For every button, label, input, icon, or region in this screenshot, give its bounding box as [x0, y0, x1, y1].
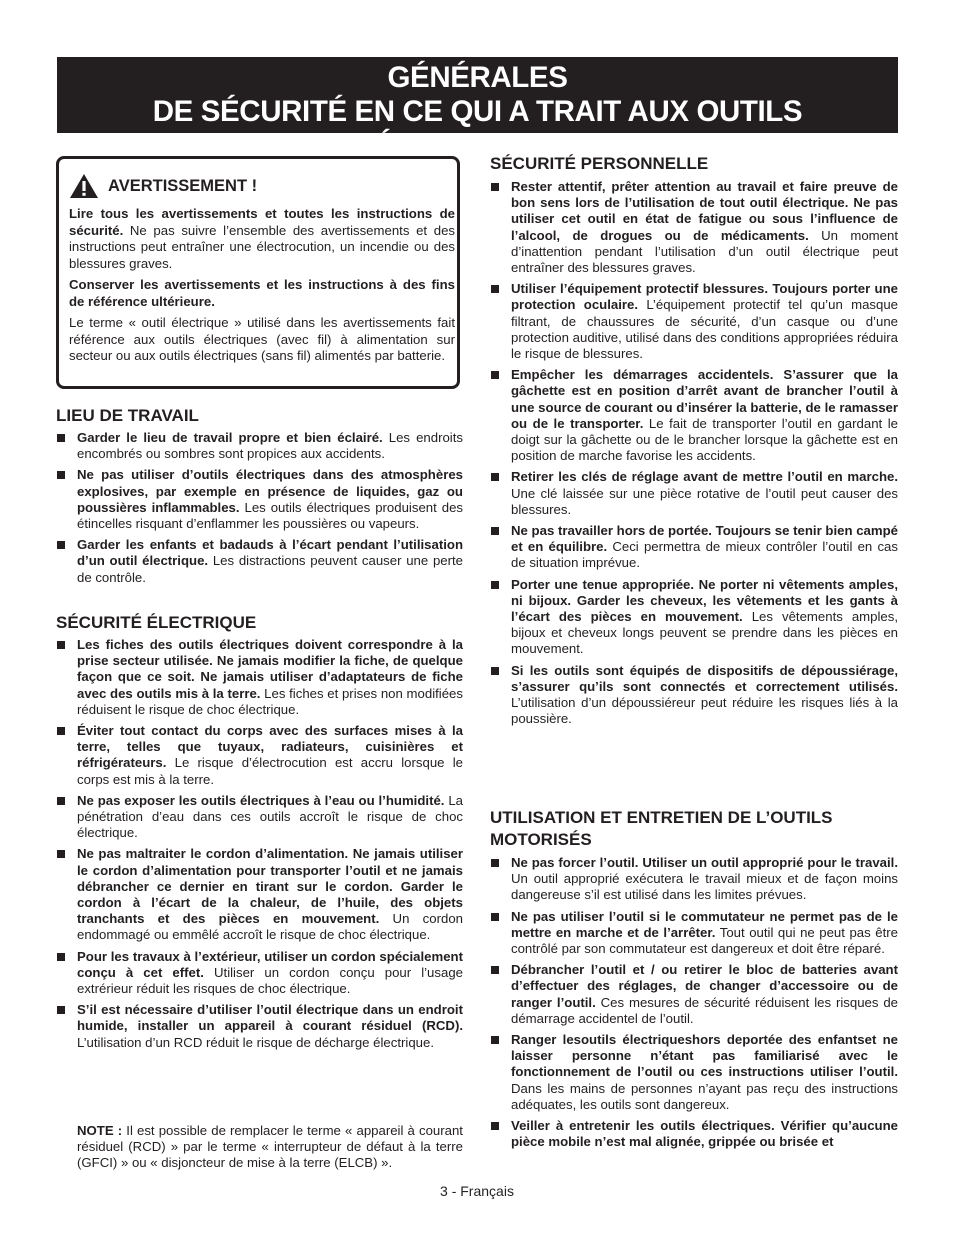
list-item-text: Ceci permettra de mieux contrôler l’outil en cas de situation imprévue. [511, 539, 898, 571]
page-title-line-2: DE SÉCURITÉ EN CE QUI A TRAIT AUX OUTILS ÉLECTRIQUES [152, 95, 803, 162]
warning-heading: AVERTISSEMENT ! [108, 176, 258, 195]
section-heading-lieu: LIEU DE TRAVAIL [56, 406, 199, 425]
list-item-bold: Porter une tenue appropriée. Ne porter ni vêtements amples, ni bijoux. Garder les cheveux, les vêtements et les gants à l’écart des pièces en mouvement. [511, 576, 898, 625]
warning-p2-bold: Conserver les avertissements et les instructions à des fins de référence ultérieure. [69, 277, 455, 309]
list-item [490, 962, 898, 1027]
list-item-bold: Ne pas forcer l’outil. Utiliser un outil approprié pour le travail. [511, 855, 898, 870]
list-item [490, 855, 898, 904]
warning-paragraph-1 [69, 206, 455, 272]
list-item [56, 723, 463, 788]
list-item [490, 523, 898, 572]
page-title-line-1: AVERTISSEMENTS GÉNÉRAUX ET INSTRUCTIONS GÉNÉRALES [125, 27, 830, 94]
list-lieu [56, 430, 463, 591]
electrique-note [77, 1123, 463, 1172]
list-item [490, 179, 898, 276]
list-item [490, 909, 898, 958]
list-item [490, 577, 898, 658]
warning-header [69, 173, 257, 199]
list-item [490, 281, 898, 362]
list-item-bold: Les fiches des outils électriques doivent correspondre à la prise secteur utilisée. Ne jamais modifier la fiche, de quelque façon que ce soit. Ne jamais utiliser d’adaptateurs de fiche avec des outils mis à la terre. [77, 637, 463, 701]
list-item [56, 846, 463, 943]
list-item-text: Une clé laissée sur une pièce rotative de l’outil peut causer des blessures. [511, 485, 898, 517]
warning-box [56, 156, 460, 389]
list-item-text: Un outil approprié exécutera le travail mieux et de façon moins dangereuse s’il est utilisé dans les limites prévues. [511, 871, 898, 903]
list-item-bold: Garder le lieu de travail propre et bien éclairé. [77, 430, 383, 445]
section-heading-utilisation: UTILISATION ET ENTRETIEN DE L’OUTILS MOTORISÉS [490, 808, 833, 849]
warning-p1-bold: Lire tous les avertissements et toutes les instructions de sécurité. [69, 206, 455, 238]
list-item-text: L’utilisation d’un RCD réduit le risque de décharge électrique. [77, 1034, 435, 1050]
list-item-bold: Garder les enfants et badauds à l’écart pendant l’utilisation d’un outil électrique. [77, 537, 463, 569]
list-item-bold: Ne pas utiliser l’outil si le commutateur ne permet pas de le mettre en marche et de l’arrêter. [511, 908, 898, 940]
list-item-text: Dans les mains de personnes n’ayant pas reçu des instructions adéquates, les outils sont dangereux. [511, 1080, 898, 1112]
section-heading-electrique: SÉCURITÉ ÉLECTRIQUE [56, 613, 257, 632]
list-item-text: L’équipement protectif tel qu’un masque filtrant, de chaussures de sécurité, d’un casque ou d’une protection auditive, utilisé dans des conditions appropriées réduira le risque de blessures. [511, 297, 899, 362]
list-item-bold: Ne pas exposer les outils électriques à l’eau ou l’humidité. [77, 792, 445, 808]
list-item-text: La pénétration d’eau dans ces outils accroît le risque de choc électrique. [77, 792, 463, 841]
list-item [56, 430, 463, 462]
list-item-text: Un cordon endommagé ou emmêlé accroît le risque de choc électrique. [77, 911, 463, 943]
list-item-text: Les vêtements amples, bijoux et cheveux longs peuvent se prendre dans les pièces en mouvement. [511, 609, 898, 657]
list-item-text: L’utilisation d’un dépoussiéreur peut réduire les risques liés à la poussière. [511, 695, 898, 727]
warning-paragraph-3: Le terme « outil électrique » utilisé dans les avertissements fait référence aux outils électriques (avec fil) à alimentation sur secteur ou aux outils électriques (sans fil) alimentés par batterie. [69, 315, 455, 363]
note-label: NOTE : [77, 1123, 123, 1138]
list-utilisation [490, 855, 898, 1155]
list-item-bold: Retirer les clés de réglage avant de mettre l’outil en marche. [511, 469, 898, 485]
list-item-text: Tout outil qui ne peut pas être contrôlé par son commutateur est dangereux et doit être réparé. [511, 924, 898, 957]
list-item-text: Les outils électriques produisent des étincelles risquant d’enflammer les poussières ou vapeurs. [77, 499, 463, 532]
list-item-bold: Pour les travaux à l’extérieur, utiliser un cordon spécialement conçu à cet effet. [77, 948, 463, 980]
list-item-bold: Utiliser l’équipement protectif blessures. Toujours porter une protection oculaire. [511, 281, 898, 313]
list-item [56, 949, 463, 998]
warning-body [69, 206, 455, 370]
warning-p1-text: Ne pas suivre l’ensemble des avertissements et des instructions peut entraîner une électrocution, un incendie ou des blessures graves. [69, 222, 455, 271]
list-item-text: Utiliser un cordon conçu pour l’usage extrérieur réduit les risques de choc électrique. [77, 964, 463, 997]
list-item-text: Ces mesures de sécurité réduisent les risques de démarrage accidentel de l’outil. [511, 994, 899, 1026]
list-personnelle [490, 179, 898, 733]
list-item-text: Un moment d’inattention pendant l’utilisation d’un outil électrique peut entraîner des blessures graves. [511, 227, 898, 276]
note-text: Il est possible de remplacer le terme « appareil à courant résiduel (RCD) » par le terme « interrupteur de défaut à la terre (GFCI) » ou « disjoncteur de mise à la terre (ELCB) ». [77, 1123, 463, 1171]
list-item-bold: Empêcher les démarrages accidentels. S’assurer que la gâchette est en position d’arrêt avant de brancher l’outil à une source de courant ou d’insérer la batterie, de le ramasser ou de le transporter. [511, 367, 898, 431]
list-item [490, 367, 898, 464]
list-item-bold: Si les outils sont équipés de dispositifs de dépoussiérage, s’assurer qu’ils sont connectés et correctement utilisés. [511, 662, 898, 694]
list-item [490, 663, 898, 728]
list-item-bold: Éviter tout contact du corps avec des surfaces mises à la terre, telles que tuyaux, radiateurs, cuisinières et réfrigérateurs. [77, 723, 463, 771]
list-item [490, 1032, 898, 1113]
list-item-text: Les fiches et prises non modifiées réduisent le risque de choc électrique. [77, 685, 463, 717]
list-item-text: Les distractions peuvent causer une perte de contrôle. [77, 553, 464, 585]
list-item [56, 637, 463, 718]
warning-triangle-icon [69, 173, 99, 199]
warning-paragraph-2 [69, 277, 455, 310]
list-item-bold: Ne pas utiliser d’outils électriques dans des atmosphères explosives, par exemple en présence de liquides, gaz ou poussières inflammables. [77, 467, 463, 515]
list-electrique [56, 637, 463, 1056]
section-heading-personnelle: SÉCURITÉ PERSONNELLE [490, 154, 709, 173]
list-item [56, 1002, 463, 1051]
list-item [56, 467, 463, 532]
list-item-bold: Veiller à entretenir les outils électriques. Vérifier qu’aucune pièce mobile n’est mal alignée, grippée ou brisée et [511, 1118, 898, 1150]
page-number: 3 - Français [440, 1183, 514, 1199]
list-item-bold: Rester attentif, prêter attention au travail et faire preuve de bon sens lors de l’utilisation de tout outil électrique. Ne pas utiliser cet outil en état de fatigue ou sous l’influence de l’alcool, de drogues ou de médicaments. [511, 179, 898, 243]
list-item-text: Le fait de transporter l’outil en gardant le doigt sur la gâchette ou de le brancher lorsque la gâchette est en position de marche favorise les accidents. [511, 415, 898, 464]
list-item [56, 537, 463, 586]
list-item-bold: S’il est nécessaire d’utiliser l’outil électrique dans un endroit humide, installer un appareil à courant résiduel (RCD). [77, 1002, 463, 1034]
list-item [490, 1118, 898, 1150]
list-item [490, 469, 898, 518]
list-item-text: Les endroits encombrés ou sombres sont propices aux accidents. [77, 430, 463, 462]
list-item-bold: Débrancher l’outil et / ou retirer le bloc de batteries avant d’effectuer des réglages, de changer d’accessoire ou de ranger l’outil. [511, 962, 898, 1010]
list-item-bold: Ne pas maltraiter le cordon d’alimentation. Ne jamais utiliser le cordon d’alimentation pour transporter l’outil et ne jamais débrancher ce dernier en tirant sur le cordon. Garder le cordon à l’écart de la chaleur, de l’huile, des objets tranchants et des pièces en mouvement. [77, 846, 463, 927]
list-item-bold: Ne pas travailler hors de portée. Toujours se tenir bien campé et en équilibre. [511, 523, 898, 555]
list-item-bold: Ranger lesoutils électriqueshors deportée des enfantset ne laisser personne n’étant pas familiarisé avec le fonctionnement de l’outil ou ces instructions utiliser l’outil. [511, 1032, 898, 1080]
list-item [56, 793, 463, 842]
list-item-text: Le risque d’électrocution est accru lorsque le corps est mis à la terre. [77, 755, 463, 787]
page-title-banner [57, 27, 898, 162]
